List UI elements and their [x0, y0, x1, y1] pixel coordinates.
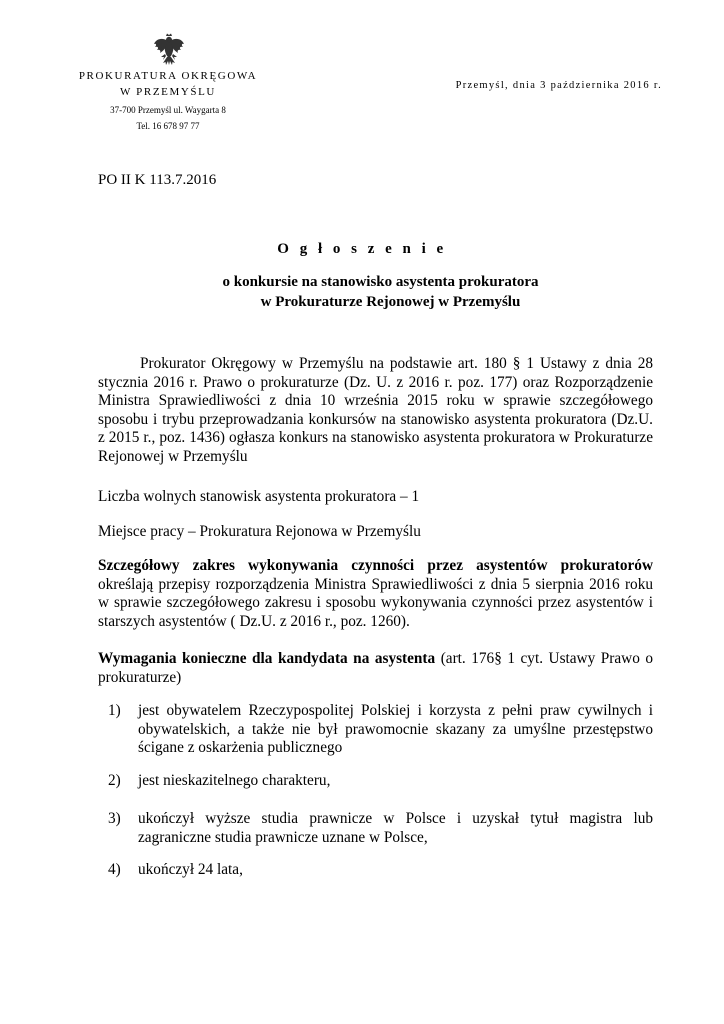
subtitle-line1: o konkursie na stanowisko asystenta prokuratora	[222, 274, 539, 290]
document-title: O g ł o s z e n i e	[277, 241, 447, 257]
reference-number: PO II K 113.7.2016	[98, 172, 217, 188]
workplace-paragraph: Miejsce pracy – Prokuratura Rejonowa w Przemyślu	[98, 523, 421, 540]
list-item	[98, 810, 653, 847]
document-date: Przemyśl, dnia 3 października 2016 r.	[455, 80, 662, 91]
scope-heading: Szczegółowy zakres wykonywania czynności przez asystentów prokuratorów	[98, 557, 653, 574]
intro-paragraph: Prokurator Okręgowy w Przemyślu na podstawie art. 180 § 1 Ustawy z dnia 28 stycznia 2016 r. Prawo o prokuraturze (Dz. U. z 2016 r. poz. 177) oraz Rozporządzenie Ministra Sprawiedliwości z dnia 10 września 2015 roku w sprawie szczegółowego sposobu i trybu przeprowadzania konkursów na stanowisko asystenta prokuratora (Dz.U. z 2015 r., poz. 1436) ogłasza konkurs na stanowisko asystenta prokuratora w Prokuraturze Rejonowej w Przemyślu	[98, 355, 653, 465]
list-item-number: 2)	[108, 772, 121, 789]
office-name-line1: PROKURATURA OKRĘGOWA	[78, 70, 258, 82]
letterhead-office	[68, 68, 268, 134]
requirements-paragraph	[98, 650, 653, 687]
office-phone: Tel. 16 678 97 77	[136, 121, 200, 131]
polish-eagle-emblem-icon	[152, 32, 186, 66]
list-item-number: 4)	[108, 861, 121, 878]
subtitle-line2: w Prokuraturze Rejonowej w Przemyślu	[260, 294, 521, 310]
list-item-number: 3)	[108, 810, 121, 827]
list-item-text: ukończył wyższe studia prawnicze w Polsce i uzyskał tytuł magistra lub zagraniczne studia prawnicze uznane w Polsce,	[138, 810, 653, 846]
requirements-text: (art. 176§ 1 cyt. Ustawy Prawo o prokuraturze)	[98, 650, 653, 686]
vacancies-paragraph: Liczba wolnych stanowisk asystenta prokuratora – 1	[98, 488, 420, 505]
scope-text: określają przepisy rozporządzenia Ministra Sprawiedliwości z dnia 5 sierpnia 2016 roku w sprawie szczegółowego zakresu i sposobu wykonywania czynności przez asystentów i starszych asystentów ( Dz.U. z 2016 r., poz. 1260).	[98, 575, 653, 630]
office-address: 37-700 Przemyśl ul. Waygarta 8	[110, 105, 226, 115]
list-item-text: jest obywatelem Rzeczypospolitej Polskiej i korzysta z pełni praw cywilnych i obywatelskich, a także nie był prawomocnie skazany za umyślne przestępstwo ścigane z oskarżenia publicznego	[138, 702, 653, 757]
list-item	[98, 702, 653, 758]
list-item	[98, 772, 653, 791]
requirements-heading: Wymagania konieczne dla kandydata na asystenta	[98, 650, 436, 667]
list-item	[98, 861, 653, 880]
scope-paragraph	[98, 557, 653, 631]
office-name-line2: W PRZEMYŚLU	[120, 86, 216, 98]
list-item-text: ukończył 24 lata,	[138, 861, 243, 878]
document-subtitle	[98, 272, 663, 312]
list-item-text: jest nieskazitelnego charakteru,	[138, 772, 331, 789]
list-item-number: 1)	[108, 702, 121, 719]
